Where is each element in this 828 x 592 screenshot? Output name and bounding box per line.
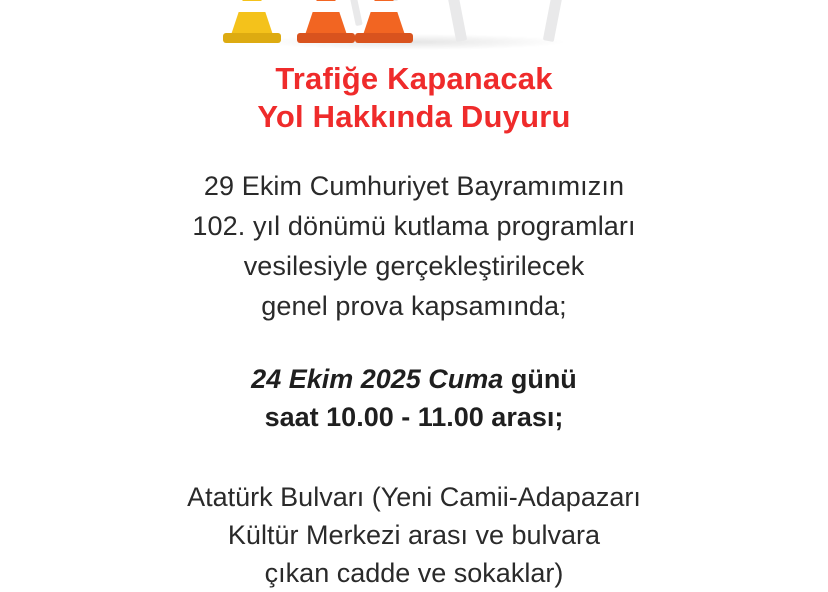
time-line: saat 10.00 - 11.00 arası;: [264, 402, 564, 432]
date-suffix: günü: [503, 364, 577, 394]
place-line-3: çıkan cadde ve sokaklar): [264, 558, 564, 588]
road-barrier-icon: [430, 0, 580, 42]
date-emphasis: 24 Ekim 2025 Cuma: [251, 364, 504, 394]
headline-line-2: Yol Hakkında Duyuru: [257, 99, 571, 134]
place-line-1: Atatürk Bulvarı (Yeni Camii-Adapazarı: [187, 482, 641, 512]
body-line-4: genel prova kapsamında;: [261, 291, 567, 321]
headline-line-1: Trafiğe Kapanacak: [275, 61, 553, 96]
page-title: [0, 60, 828, 136]
body-line-1: 29 Ekim Cumhuriyet Bayramımızın: [203, 171, 625, 201]
body-line-3: vesilesiyle gerçekleştirilecek: [243, 251, 585, 281]
road-works-illustration: [0, 0, 828, 48]
poster-content: [0, 48, 828, 592]
date-line: [0, 360, 828, 398]
body-paragraph: [0, 166, 828, 326]
place-block: [0, 478, 828, 592]
body-line-2: 102. yıl dönümü kutlama programları: [192, 211, 636, 241]
place-line-2: Kültür Merkezi arası ve bulvara: [227, 520, 601, 550]
date-block: [0, 360, 828, 436]
